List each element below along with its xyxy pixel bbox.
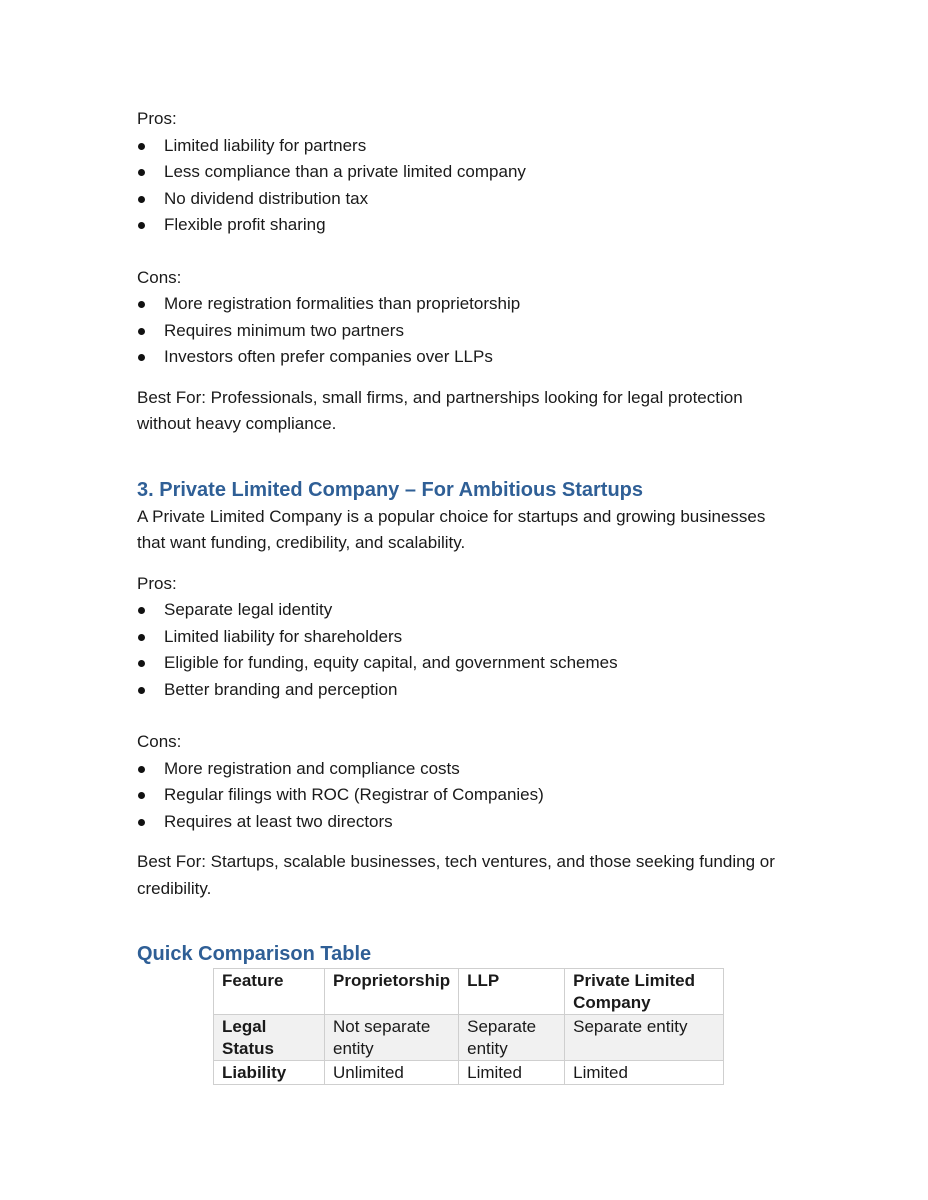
column-header-llp: LLP xyxy=(459,969,565,1015)
bullet-icon xyxy=(138,687,145,694)
list-item-text: Separate legal identity xyxy=(164,600,333,619)
llp-pros-label: Pros: xyxy=(137,109,177,128)
list-item-text: Requires at least two directors xyxy=(164,811,393,831)
table-cell: Separate entity xyxy=(459,1015,565,1061)
list-item-text: Regular filings with ROC (Registrar of Companies) xyxy=(164,785,544,804)
table-cell: Unlimited xyxy=(325,1061,459,1085)
list-item xyxy=(137,597,797,624)
list-item xyxy=(137,133,797,160)
list-item xyxy=(137,677,797,704)
bullet-icon xyxy=(138,169,145,176)
bullet-icon xyxy=(138,328,145,335)
table-cell: Separate entity xyxy=(565,1015,724,1061)
list-item-text: Better branding and perception xyxy=(164,679,398,699)
list-item-text: Limited liability for partners xyxy=(164,135,367,155)
section-heading-comparison: Quick Comparison Table xyxy=(137,943,372,965)
bullet-icon xyxy=(138,222,145,229)
table-cell: Limited xyxy=(565,1061,724,1085)
table-cell: Limited xyxy=(459,1061,565,1085)
table-row xyxy=(214,1015,724,1061)
document-page xyxy=(137,106,797,1085)
pvt-best-for: Best For: Startups, scalable businesses, tech ventures, and those seeking funding or credibility. xyxy=(137,852,775,898)
bullet-icon xyxy=(138,660,145,667)
bullet-icon xyxy=(138,607,145,614)
bullet-icon xyxy=(138,766,145,773)
list-item xyxy=(137,756,797,783)
bullet-icon xyxy=(138,196,145,203)
comparison-table xyxy=(213,968,724,1085)
list-item xyxy=(137,186,797,213)
list-item xyxy=(137,782,797,809)
list-item xyxy=(137,809,797,836)
list-item-text: Flexible profit sharing xyxy=(164,215,326,234)
list-item-text: No dividend distribution tax xyxy=(164,188,369,208)
list-item-text: Less compliance than a private limited company xyxy=(164,162,526,181)
pvt-pros-label: Pros: xyxy=(137,573,177,593)
pvt-cons-list xyxy=(137,756,797,836)
column-header-private-limited: Private Limited Company xyxy=(565,969,724,1015)
bullet-icon xyxy=(138,819,145,826)
llp-best-for: Best For: Professionals, small firms, and partnerships looking for legal protection without heavy compliance. xyxy=(137,387,743,433)
llp-cons-label: Cons: xyxy=(137,267,182,287)
bullet-icon xyxy=(138,354,145,361)
table-row-header: Liability xyxy=(214,1061,325,1085)
table-header-row xyxy=(214,969,724,1015)
list-item-text: Investors often prefer companies over LLPs xyxy=(164,347,493,366)
list-item xyxy=(137,291,797,318)
llp-pros-list xyxy=(137,133,797,239)
list-item-text: More registration and compliance costs xyxy=(164,758,460,778)
list-item xyxy=(137,650,797,677)
bullet-icon xyxy=(138,634,145,641)
pvt-pros-list xyxy=(137,597,797,703)
bullet-icon xyxy=(138,301,145,308)
list-item-text: More registration formalities than proprietorship xyxy=(164,294,521,313)
table-row-header: Legal Status xyxy=(214,1015,325,1061)
bullet-icon xyxy=(138,792,145,799)
list-item-text: Requires minimum two partners xyxy=(164,320,404,340)
column-header-feature: Feature xyxy=(214,969,325,1015)
llp-cons-list xyxy=(137,291,797,371)
list-item-text: Limited liability for shareholders xyxy=(164,626,403,646)
table-row xyxy=(214,1061,724,1085)
table-cell: Not separate entity xyxy=(325,1015,459,1061)
list-item-text: Eligible for funding, equity capital, and government schemes xyxy=(164,653,618,672)
list-item xyxy=(137,318,797,345)
pvt-cons-label: Cons: xyxy=(137,732,182,751)
pvt-intro-paragraph: A Private Limited Company is a popular choice for startups and growing businesses that want funding, credibility, and scalability. xyxy=(137,506,766,552)
list-item xyxy=(137,212,797,239)
list-item xyxy=(137,344,797,371)
list-item xyxy=(137,624,797,651)
section-heading-private-limited: 3. Private Limited Company – For Ambitious Startups xyxy=(137,478,644,501)
column-header-proprietorship: Proprietorship xyxy=(325,969,459,1015)
list-item xyxy=(137,159,797,186)
bullet-icon xyxy=(138,143,145,150)
